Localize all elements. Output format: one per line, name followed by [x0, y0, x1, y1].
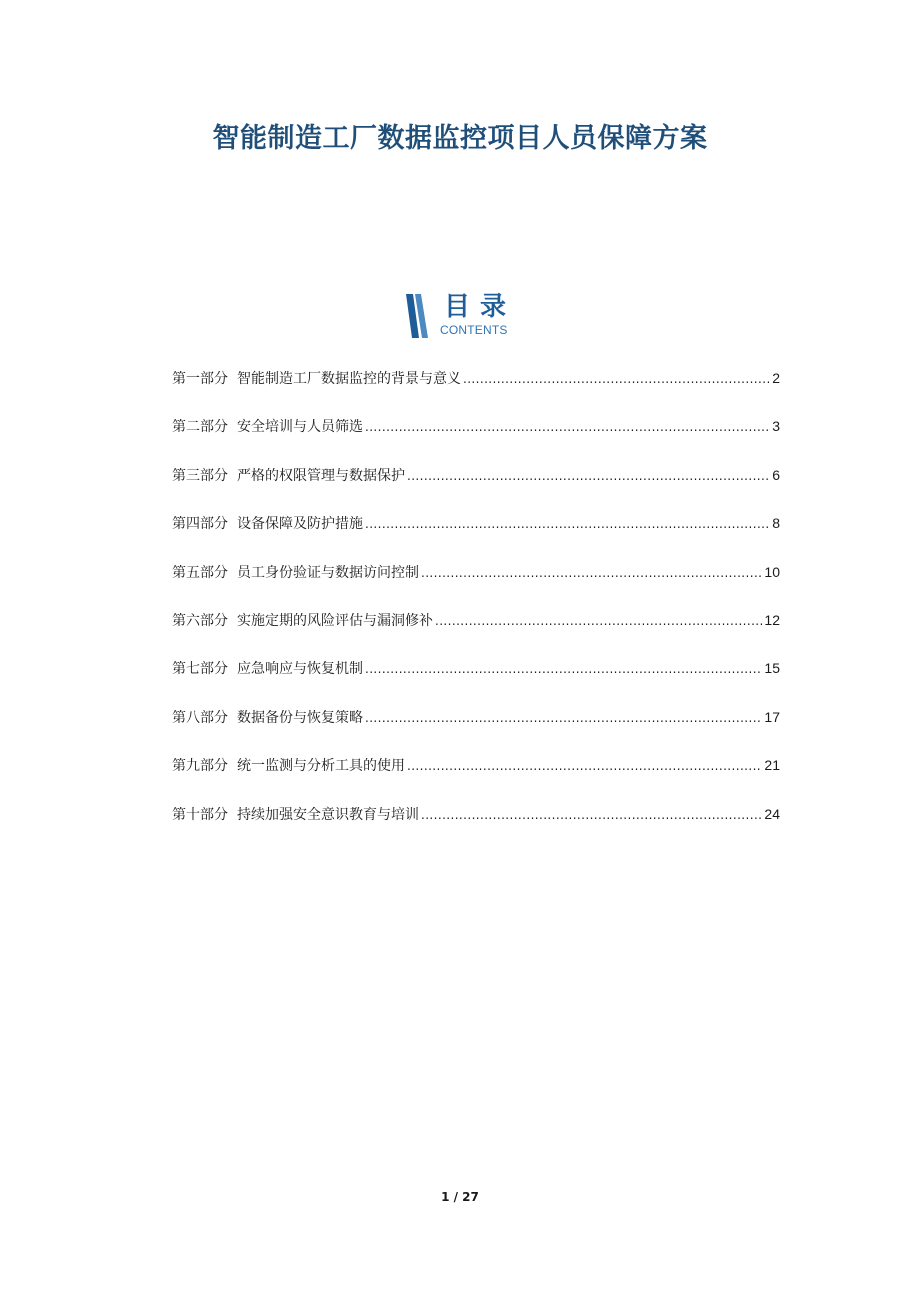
toc-entry-title: 统一监测与分析工具的使用	[237, 758, 405, 775]
toc-heading: 目录	[444, 292, 517, 322]
toc-dot-leader	[365, 415, 770, 439]
toc-entry-page: 6	[772, 466, 780, 483]
toc-entry-title: 实施定期的风险评估与漏洞修补	[237, 612, 433, 629]
toc-entry-part: 第五部分	[172, 564, 228, 581]
toc-entry[interactable]	[172, 463, 780, 511]
toc-entry[interactable]	[172, 705, 780, 753]
toc-entry-page: 2	[772, 370, 780, 386]
toc-entry-page: 3	[772, 418, 780, 435]
toc-entry[interactable]	[172, 608, 780, 656]
toc-subheading: CONTENTS	[440, 323, 508, 337]
toc-entry-title: 设备保障及防护措施	[237, 516, 363, 533]
toc-entry[interactable]	[172, 560, 780, 608]
toc-entry-page: 10	[764, 563, 780, 580]
toc-dot-leader	[365, 657, 762, 681]
toc-entry-title: 数据备份与恢复策略	[237, 709, 363, 726]
toc-entry-title: 应急响应与恢复机制	[237, 661, 363, 678]
toc-entry-part: 第十部分	[172, 806, 228, 823]
toc-entry-part: 第三部分	[172, 467, 228, 484]
toc-dot-leader	[407, 754, 762, 778]
toc-dot-leader	[421, 561, 762, 585]
toc-entry-page: 17	[764, 708, 780, 725]
toc-entry-title: 严格的权限管理与数据保护	[237, 467, 405, 484]
toc-entry-title: 安全培训与人员筛选	[237, 419, 363, 436]
toc-entry-part: 第六部分	[172, 612, 228, 629]
toc-entry[interactable]	[172, 366, 780, 414]
toc-entry[interactable]	[172, 511, 780, 559]
contents-mark-icon	[406, 294, 430, 338]
toc-entry[interactable]	[172, 414, 780, 462]
table-of-contents	[172, 366, 780, 850]
toc-entry-page: 15	[764, 660, 780, 677]
toc-entry-page: 12	[764, 611, 780, 628]
toc-entry-part: 第九部分	[172, 758, 228, 775]
toc-dot-leader	[463, 367, 770, 391]
toc-entry[interactable]	[172, 802, 780, 850]
toc-entry[interactable]	[172, 656, 780, 704]
toc-entry-page: 21	[764, 757, 780, 774]
toc-dot-leader	[407, 464, 770, 488]
toc-entry-page: 8	[772, 515, 780, 532]
toc-entry[interactable]	[172, 753, 780, 801]
toc-entry-title: 员工身份验证与数据访问控制	[237, 564, 419, 581]
toc-dot-leader	[365, 706, 762, 730]
toc-dot-leader	[421, 803, 762, 827]
page-indicator: 1 / 27	[441, 1190, 479, 1204]
toc-entry-part: 第四部分	[172, 516, 228, 533]
toc-entry-part: 第一部分	[172, 371, 228, 387]
toc-entry-page: 24	[764, 805, 780, 822]
toc-entry-part: 第七部分	[172, 661, 228, 678]
toc-entry-part: 第八部分	[172, 709, 228, 726]
toc-entry-title: 持续加强安全意识教育与培训	[237, 806, 419, 823]
toc-dot-leader	[435, 609, 762, 633]
toc-header	[406, 292, 526, 340]
document-title: 智能制造工厂数据监控项目人员保障方案	[212, 123, 708, 154]
toc-entry-title: 智能制造工厂数据监控的背景与意义	[237, 371, 461, 387]
toc-entry-part: 第二部分	[172, 419, 228, 436]
toc-dot-leader	[365, 512, 770, 536]
